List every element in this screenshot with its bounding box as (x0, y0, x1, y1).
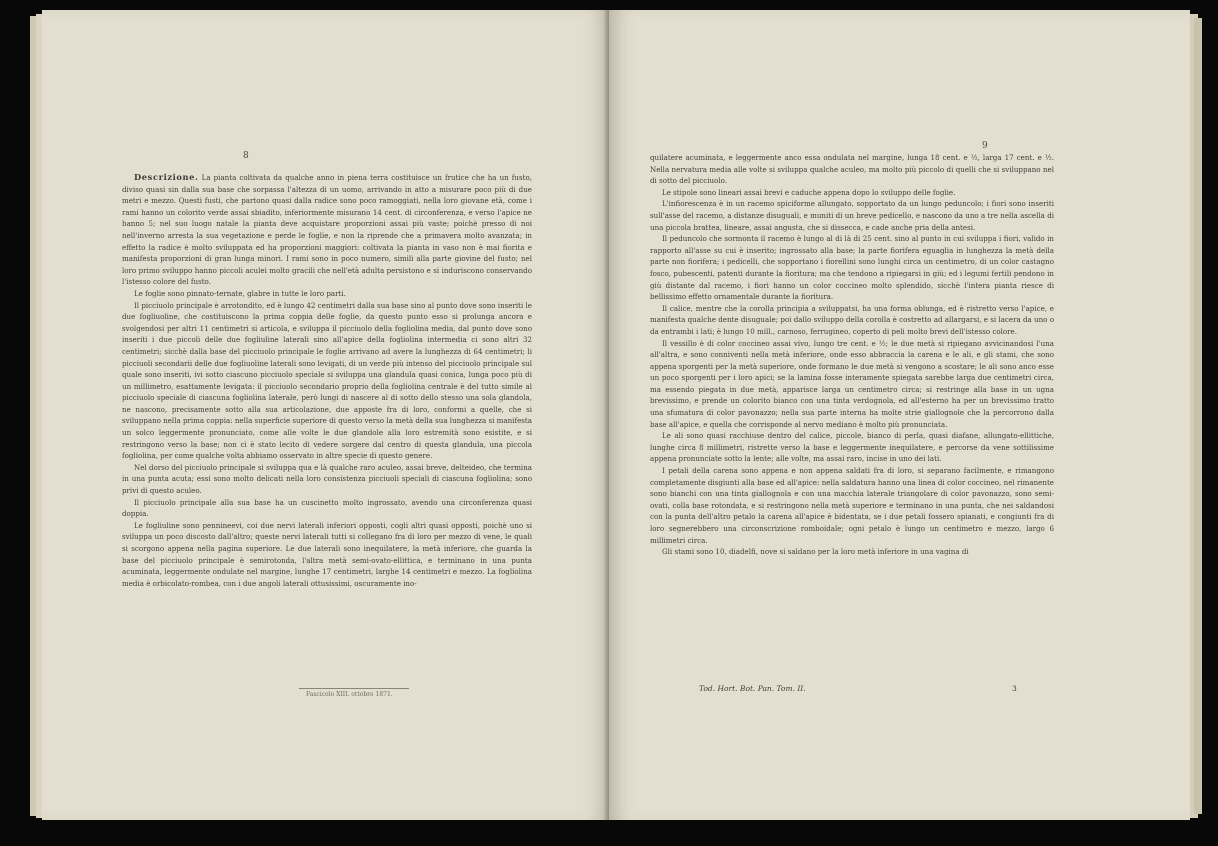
paragraph: Gli stami sono 10, diadelfi, nove si saldano per la loro metà inferiore in una vagina di (662, 547, 969, 557)
right-page-edge-2 (1194, 18, 1202, 814)
paragraph: Le foglie sono pinnato-ternate, glabre in tutte le loro parti. (134, 288, 346, 298)
right-page-number: 9 (982, 141, 988, 151)
paragraph: Il peduncolo che sormonta il racemo è lungo al di là di 25 cent. sino al punto in cui sviluppa i fiori, valido in rapporto all'asse su cui è inserito; ingrossato alla base; la parte fiorifera eguaglia in lunghezza la metà della parte non fiorifera; i pedicelli, che sopportano i fiorellini sono lunghi circa un centimetro, di un color castagno fosco, pubescenti, patenti durante la fioritura; ma che tendono a ripiegarsi in giù; ed i legumi fertili pendono in giù distante dal racemo, i fiori hanno un color coccineo molto splendido, sicchè l'intera pianta riesce di bellissimo effetto ornamentale durante la fioritura. (650, 234, 1054, 302)
paragraph: Il picciuolo principale è arrotondito, ed è lungo 42 centimetri dalla sua base sino al punto dove sono inseriti le due fogliuoline, che costituiscono la prima coppia delle foglie, da questo punto esso si prolunga ancora e svolgendosi per altri 11 centimetri si articola, e sviluppa il picciuolo della fogliolina media, dal punto dove sono inseriti i due piccoli delle due fogliuline laterali sino all'apice della fogliolina intermedia ci sono altri 32 centimetri; sicchè dalla base del picciuolo principale le foglie arrivano ad avere la lunghezza di 64 centimetri; li picciuoli secondarii delle due fogliuoline laterali sono levigati, di un verde più intenso del picciuolo principale sul quale sono inseriti, ivi sotto ciascuno picciuolo speciale si sviluppa una glandula quasi conica, lunga poco più di un millimetro, esattamente levigata: il picciuolo secondario proprio della fogliolina centrale è del tutto simile al picciuolo speciale di ciascuna fogliolina laterale, però lungi di nascere al di sotto dello stesso una sola glandola, ne nascono, precisamente sotto alla sua articolazione, due apposte fra di loro, conformi a quelle, che si sviluppano nella prima coppia: nella superficie superiore di questo verso la metà della sua lunghezza si manifesta un solco leggermente pronunciato, come alle volte le due glandole alla loro estremità sono esistite, e si restringono verso la base; non ci è stato lecito di vedere sorgere dal centro di questa glandula, una piccola fogliolina, per come qualche volta abbiamo osservato in altre specie di questo genere. (122, 300, 532, 461)
paragraph: Le ali sono quasi racchiuse dentro del calice, piccole, bianco di perla, quasi diafane, allungato-ellittiche, lunghe circa 8 millimetri, ristrette verso la base e leggermente inequilatere, e percorse da vene sottilissime appena pronunciate sotto la lente; alle volte, ma assai raro, incise in uno dei lati. (650, 431, 1054, 464)
signature-line: Tod. Hort. Bot. Pan. Tom. II. (699, 684, 806, 693)
left-page-number: 8 (243, 151, 249, 161)
right-page (609, 10, 1190, 820)
paragraph-text: La pianta coltivata da qualche anno in piena terra costituisce un frutice che ha un fusto, diviso quasi sin dalla sua base che sorpassa l'altezza di un uomo, arrivando in atto a misurare poco più di due metri e mezzo. Questi fusti, che partono quasi dalla radice sono poco ramoggiati, nella loro giovane età, come i rami hanno un colorito verde assai sbiadito, inferiormente misurano 14 cent. di circonferenza, e verso l'apice ne hanno 5; nel suo luogo natale la pianta deve acquistare proporzioni assai più vaste; poichè presso di noi nell'inverno arresta la sua vegetazione e perde le foglie, e non la riprende che a primavera molto avanzata; in effetto la radice è molto sviluppata ed ha proporzioni maggiori: coltivata la pianta in vaso non è mai fiorita e manifesta proporzioni di gran lunga minori. I rami sono in poco numero, simili alla parte giovine del fusto; nel loro primo sviluppo hanno piccoli aculei molto gracili che nell'età adulta persistono e si induriscono conservando l'istesso colore del fusto. (122, 173, 532, 287)
paragraph: Il vessillo è di color coccineo assai vivo, lungo tre cent. e ½; le due metà si ripiegano avvicinandosi l'una all'altra, e sono conniventi nella metà inferiore, onde esso abbraccia la carena e le ali, e gli stami, che sono appena sporgenti per la metà superiore, onde formano le due metà si vengono a scostare; le ali sono anco esse un poco sporgenti per i loro apici; se la lamina fosse interamente spiegata sarebbe larga due centimetri circa, ma essendo piegata in due metà, apparisce larga un centimetro circa; si restringe alla base in un ugna brevissimo, e prende un colorito bianco con una tinta verdognola, ed all'esterno ha per un brevissimo tratto una sfumatura di color pavonazzo; nella sua parte interna ha molte strie giallognole che la percorrono dalla base all'apice, e quella che corrisponde al nervo mediano è molto più pronunciata. (650, 338, 1054, 429)
right-page-text (650, 152, 1054, 558)
paragraph: Le fogliuline sono pennineevi, coi due nervi laterali inferiori opposti, cogli altri quasi opposti, poichè uno si sviluppa un poco discosto dall'altro; queste nervi laterali tutti si collegano fra di loro per mezzo di vene, le quali si scorgono appena nella pagina superiore. Le due laterali sono inequilatere, la metà inferiore, che guarda la base del picciuolo principale è semirotonda, l'altra metà semi-ovato-ellittica, e terminano in una punta acuminata, leggermente ondulate nel margine, lunghe 17 centimetri, larghe 14 centimetri e mezzo. La fogliolina media è orbicolato-rombea, con i due angoli laterali ottusissimi, oscuramente ino- (122, 520, 532, 588)
footnote-rule (299, 688, 409, 689)
left-page (42, 10, 609, 820)
footnote: Fascicolo XIII. ottobre 1871. (306, 691, 393, 698)
paragraph: quilatere acuminata, e leggermente anco essa ondulata nel margine, lunga 18 cent. e ½, larga 17 cent. e ½. Nella nervatura media alle volte si sviluppa qualche aculeo, ma molto più piccolo di quelli che si sviluppano nel di sotto del picciuolo. (650, 153, 1054, 186)
left-page-text (122, 172, 532, 589)
paragraph (122, 172, 532, 288)
paragraph: I petali della carena sono appena e non appena saldati fra di loro, si separano facilmente, e rimangono completamente disgiunti alla base ed all'apice: nella saldatura hanno una linea di color coccineo, nel rimanente sono bianchi con una tinta giallognola e con una macchia laterale triangolare di color pavonazzo, sono semi-ovati, colla base rotondata, e si restringono nella metà superiore e terminano in una punta, che nei saldandosi con la punta dell'altro petalo la carena all'apice è bidentata, se i due petali fossero spianati, e congiunti fra di loro segnerebbero una circonscrizione romboidale; ogni petalo è lungo un centimetro e mezzo, largo 6 millimetri circa. (650, 466, 1054, 545)
paragraph: Le stipole sono lineari assai brevi e caduche appena dopo lo sviluppo delle foglie. (662, 187, 956, 197)
paragraph: L'infiorescenza è in un racemo spiciforme allungato, sopportato da un lungo peduncolo; i fiori sono inseriti sull'asse del racemo, a distanze disuguali, e muniti di un breve pedicello, e nascono da uno a tre nella ascella di una piccola brattea, lineare, assai angusta, che si dissecca, e cade anche pria della antesi. (650, 199, 1054, 232)
section-heading: Descrizione. (134, 172, 199, 182)
paragraph: Il picciuolo principale alla sua base ha un cuscinetto molto ingrossato, avendo una circonferenza quasi doppia. (122, 497, 532, 519)
paragraph: Il calice, mentre che la corolla principia a sviluppatsi, ha una forma oblunga, ed è ristretto verso l'apice, e manifesta qualche dente disuguale; poi dallo sviluppo della corolla è costretto ad allargarsi, e si lacera da uno o da entrambi i lati; è lungo 10 mill., carnoso, ferrugineo, coperto di peli molto brevi dell'istesso colore. (650, 303, 1054, 336)
signature-mark: 3 (1012, 684, 1017, 693)
paragraph: Nel dorso del picciuolo principale si sviluppa qua e là qualche raro aculeo, assai breve, delteideo, che termina in una punta acuta; essi sono molto delicati nella loro consistenza picciuoli speciali di ciascuna fogliolina; sono privi di questo aculeo. (122, 462, 532, 496)
